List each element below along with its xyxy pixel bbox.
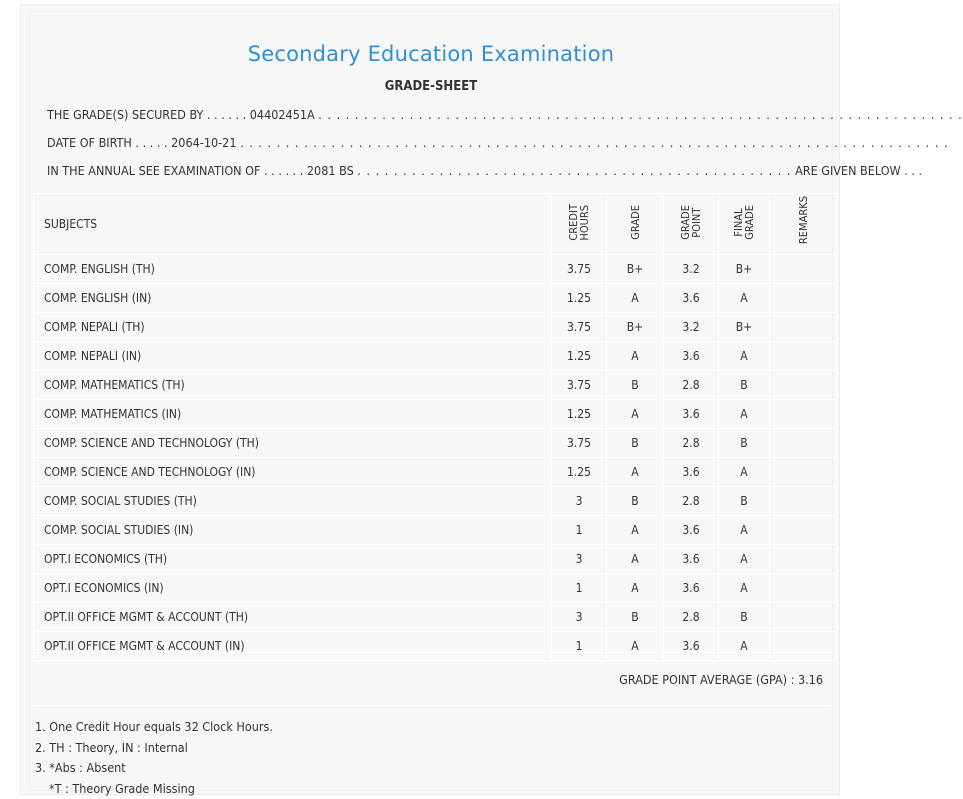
header-final-grade-label: FINAL GRADE — [733, 205, 755, 240]
grade-cell: A — [607, 400, 664, 429]
subject-cell: COMP. SOCIAL STUDIES (IN) — [34, 516, 552, 545]
final-grade-cell: B — [719, 603, 770, 632]
grade-point-cell: 3.6 — [664, 284, 719, 313]
remarks-cell — [770, 458, 837, 487]
final-grade-cell: A — [719, 342, 770, 371]
table-row — [34, 284, 837, 313]
page-title: Secondary Education Examination — [21, 42, 841, 66]
dob-dots: . . . . . . . . . . . . . . . . . . . . . . . . . . . . . . . . . . . . . . . . . . . . . . . . . . . . . . . . . . . . . . . . . . . . . . . . . . . . . . — [240, 135, 948, 150]
grade-cell: A — [607, 545, 664, 574]
table-row — [34, 545, 837, 574]
grade-sheet-container — [20, 4, 840, 795]
secured-by-line — [47, 107, 787, 122]
header-remarks-label: REMARKS — [798, 196, 809, 244]
grade-cell: A — [607, 574, 664, 603]
subject-cell: COMP. ENGLISH (TH) — [34, 255, 552, 284]
remarks-cell — [770, 603, 837, 632]
subject-cell: COMP. NEPALI (IN) — [34, 342, 552, 371]
grade-cell: A — [607, 632, 664, 661]
dob-line — [47, 135, 779, 150]
grade-point-cell: 3.2 — [664, 313, 719, 342]
table-row — [34, 342, 837, 371]
grade-point-cell: 2.8 — [664, 487, 719, 516]
subject-cell: COMP. SCIENCE AND TECHNOLOGY (IN) — [34, 458, 552, 487]
remarks-cell — [770, 342, 837, 371]
credit-hours-cell: 3 — [552, 487, 607, 516]
header-credit-hours-label: CREDIT HOURS — [568, 204, 590, 241]
subject-cell: OPT.I ECONOMICS (TH) — [34, 545, 552, 574]
grades-table-body — [34, 255, 837, 661]
subject-cell: COMP. MATHEMATICS (TH) — [34, 371, 552, 400]
grade-cell: A — [607, 284, 664, 313]
table-row — [34, 313, 837, 342]
subject-cell: COMP. SCIENCE AND TECHNOLOGY (TH) — [34, 429, 552, 458]
gpa-section — [33, 652, 831, 706]
grade-point-cell: 3.6 — [664, 516, 719, 545]
final-grade-cell: A — [719, 284, 770, 313]
credit-hours-cell: 1.25 — [552, 284, 607, 313]
grade-cell: B+ — [607, 255, 664, 284]
grade-cell: B — [607, 371, 664, 400]
note-item: 2. TH : Theory, IN : Internal — [35, 738, 273, 759]
subject-cell: COMP. MATHEMATICS (IN) — [34, 400, 552, 429]
secured-by-label: THE GRADE(S) SECURED BY . . . . . . — [47, 107, 246, 122]
header-grade-point-label: GRADE POINT — [680, 205, 702, 240]
grade-point-cell: 2.8 — [664, 371, 719, 400]
credit-hours-cell: 3 — [552, 545, 607, 574]
remarks-cell — [770, 545, 837, 574]
header-grade-label: GRADE — [630, 205, 641, 240]
table-row — [34, 574, 837, 603]
grade-point-cell: 3.6 — [664, 545, 719, 574]
header-final-grade — [719, 194, 770, 255]
remarks-cell — [770, 284, 837, 313]
exam-dots: . . . . . . . . . . . . . . . . . . . . . . . . . . . . . . . . . . . . . . . . . . . . . . . . — [357, 163, 791, 178]
note-item: *T : Theory Grade Missing — [35, 779, 273, 799]
grade-point-cell: 2.8 — [664, 429, 719, 458]
remarks-cell — [770, 429, 837, 458]
subject-cell: COMP. ENGLISH (IN) — [34, 284, 552, 313]
subject-cell: OPT.II OFFICE MGMT & ACCOUNT (TH) — [34, 603, 552, 632]
symbol-number: 04402451A — [250, 107, 315, 122]
note-item: 1. One Credit Hour equals 32 Clock Hours. — [35, 717, 273, 738]
grade-point-cell: 2.8 — [664, 603, 719, 632]
final-grade-cell: B — [719, 429, 770, 458]
table-row — [34, 516, 837, 545]
grade-cell: B — [607, 603, 664, 632]
final-grade-cell: A — [719, 574, 770, 603]
table-row — [34, 458, 837, 487]
table-row — [34, 429, 837, 458]
credit-hours-cell: 1.25 — [552, 400, 607, 429]
table-row — [34, 487, 837, 516]
header-grade — [607, 194, 664, 255]
final-grade-cell: A — [719, 400, 770, 429]
credit-hours-cell: 3.75 — [552, 255, 607, 284]
exam-line — [47, 163, 807, 178]
remarks-cell — [770, 255, 837, 284]
grade-point-cell: 3.6 — [664, 400, 719, 429]
final-grade-cell: A — [719, 632, 770, 661]
remarks-cell — [770, 371, 837, 400]
grade-cell: A — [607, 342, 664, 371]
credit-hours-cell: 1 — [552, 632, 607, 661]
credit-hours-cell: 1 — [552, 516, 607, 545]
final-grade-cell: B — [719, 487, 770, 516]
remarks-cell — [770, 400, 837, 429]
remarks-cell — [770, 487, 837, 516]
grade-cell: A — [607, 516, 664, 545]
final-grade-cell: A — [719, 516, 770, 545]
subject-cell: OPT.II OFFICE MGMT & ACCOUNT (IN) — [34, 632, 552, 661]
dob-label: DATE OF BIRTH . . . . . — [47, 135, 168, 150]
grade-point-cell: 3.6 — [664, 342, 719, 371]
table-row — [34, 603, 837, 632]
final-grade-cell: A — [719, 458, 770, 487]
grades-table — [33, 193, 837, 661]
credit-hours-cell: 1.25 — [552, 458, 607, 487]
header-credit-hours — [552, 194, 607, 255]
grade-point-cell: 3.6 — [664, 574, 719, 603]
table-row — [34, 400, 837, 429]
date-of-birth: 2064-10-21 — [171, 135, 236, 150]
exam-label: IN THE ANNUAL SEE EXAMINATION OF . . . . . . — [47, 163, 303, 178]
grade-point-cell: 3.6 — [664, 458, 719, 487]
final-grade-cell: A — [719, 545, 770, 574]
credit-hours-cell: 3.75 — [552, 313, 607, 342]
secured-by-dots: . . . . . . . . . . . . . . . . . . . . . . . . . . . . . . . . . . . . . . . . . . . . . . . . . . . . . . . . . . . . . . . . . . . . . . . — [318, 107, 962, 122]
header-grade-point — [664, 194, 719, 255]
page-subtitle: GRADE-SHEET — [21, 79, 841, 94]
subject-cell: COMP. SOCIAL STUDIES (TH) — [34, 487, 552, 516]
subject-cell: COMP. NEPALI (TH) — [34, 313, 552, 342]
credit-hours-cell: 3 — [552, 603, 607, 632]
grade-point-cell: 3.6 — [664, 632, 719, 661]
subject-cell: OPT.I ECONOMICS (IN) — [34, 574, 552, 603]
remarks-cell — [770, 313, 837, 342]
note-item: 3. *Abs : Absent — [35, 758, 273, 779]
header-subjects: SUBJECTS — [34, 194, 552, 255]
final-grade-cell: B — [719, 371, 770, 400]
exam-year: 2081 BS — [307, 163, 354, 178]
credit-hours-cell: 3.75 — [552, 429, 607, 458]
table-header-row — [34, 194, 837, 255]
grade-cell: B — [607, 487, 664, 516]
gpa-text: GRADE POINT AVERAGE (GPA) : 3.16 — [619, 672, 823, 687]
credit-hours-cell: 3.75 — [552, 371, 607, 400]
credit-hours-cell: 1 — [552, 574, 607, 603]
final-grade-cell: B+ — [719, 255, 770, 284]
grade-cell: B+ — [607, 313, 664, 342]
grade-cell: B — [607, 429, 664, 458]
notes-section — [35, 717, 273, 799]
table-row — [34, 371, 837, 400]
credit-hours-cell: 1.25 — [552, 342, 607, 371]
exam-suffix: ARE GIVEN BELOW . . . — [795, 163, 922, 178]
grade-cell: A — [607, 458, 664, 487]
grade-point-cell: 3.2 — [664, 255, 719, 284]
table-row — [34, 255, 837, 284]
remarks-cell — [770, 516, 837, 545]
final-grade-cell: B+ — [719, 313, 770, 342]
header-remarks — [770, 194, 837, 255]
remarks-cell — [770, 574, 837, 603]
